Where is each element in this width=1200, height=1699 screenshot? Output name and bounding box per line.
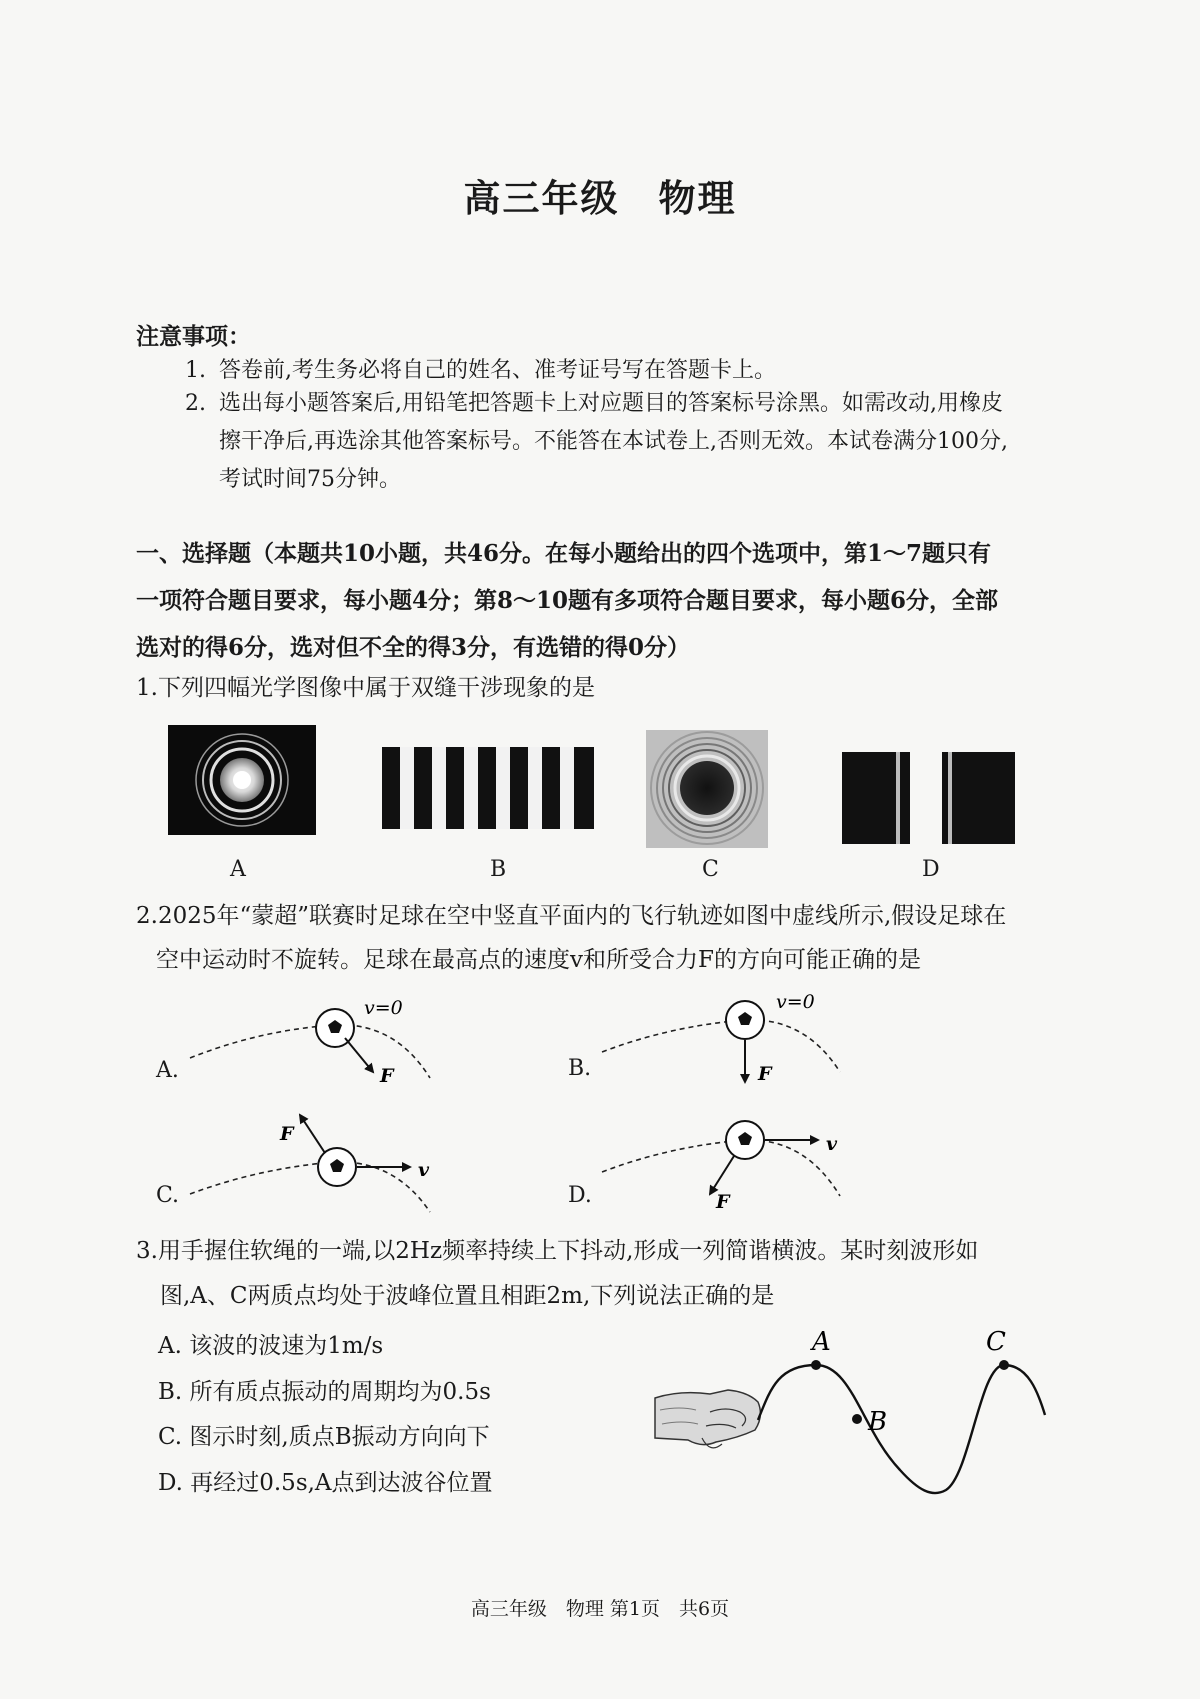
figure-d-label: D (922, 857, 940, 882)
hand-icon (655, 1390, 760, 1448)
question-3-stem-line: 3.用手握住软绳的一端,以2Hz频率持续上下抖动,形成一列简谐横波。某时刻波形如 (136, 1238, 979, 1264)
velocity-label: v (826, 1133, 838, 1155)
q2-option-a-figure (190, 997, 430, 1087)
question-2-stem-line: 空中运动时不旋转。足球在最高点的速度v和所受合力F的方向可能正确的是 (156, 947, 921, 973)
point-b-label: B (868, 1407, 888, 1437)
notice-heading: 注意事项： (136, 323, 251, 350)
notice-item-number: 1. (185, 358, 206, 383)
question-3-stem-line: 图,A、C两质点均处于波峰位置且相距2m,下列说法正确的是 (160, 1283, 775, 1309)
q3-option-b: B. 所有质点振动的周期均为0.5s (158, 1379, 491, 1405)
q3-option-d: D. 再经过0.5s,A点到达波谷位置 (158, 1470, 493, 1496)
force-label: F (758, 1063, 772, 1085)
velocity-zero-label: v=0 (776, 991, 815, 1013)
point-c-label: C (986, 1327, 1006, 1357)
page-footer: 高三年级 物理 第1页 共6页 (470, 1598, 730, 1620)
point-c-marker (999, 1360, 1009, 1370)
force-label: F (380, 1065, 394, 1087)
velocity-zero-label: v=0 (364, 997, 403, 1019)
velocity-label: v (418, 1159, 430, 1181)
figure-d-slits (842, 752, 1015, 844)
question-1-figures (0, 720, 1200, 880)
point-a-marker (811, 1360, 821, 1370)
q2-option-b-label: B. (568, 1056, 592, 1081)
section-line: 一项符合题目要求，每小题4分；第8～10题有多项符合题目要求，每小题6分，全部 (136, 587, 999, 614)
question-1-stem: 1.下列四幅光学图像中属于双缝干涉现象的是 (136, 675, 595, 701)
force-label: F (716, 1191, 730, 1213)
notice-item-line: 选出每小题答案后,用铅笔把答题卡上对应题目的答案标号涂黑。如需改动,用橡皮 (219, 391, 1003, 416)
q2-option-c-figure (190, 1115, 430, 1212)
notice-item-line: 答卷前,考生务必将自己的姓名、准考证号写在答题卡上。 (219, 358, 776, 383)
question-3-wave-figure (640, 1320, 1060, 1520)
q2-option-b-figure (602, 991, 840, 1085)
q2-option-c-label: C. (156, 1183, 180, 1208)
point-b-marker (852, 1414, 862, 1424)
figure-c-label: C (702, 857, 719, 882)
figure-b-stripes (382, 747, 594, 829)
page-title: 高三年级 物理 (463, 176, 737, 220)
figure-a-label: A (230, 857, 246, 882)
question-2-stem-line: 2.2025年“蒙超”联赛时足球在空中竖直平面内的飞行轨迹如图中虚线所示,假设足球在 (136, 903, 1007, 929)
notice-item-number: 2. (185, 391, 206, 416)
figure-c-newton-rings (646, 730, 768, 848)
force-label: F (280, 1123, 294, 1145)
wave-curve (758, 1365, 1045, 1493)
question-2-figures (0, 990, 1200, 1220)
point-a-label: A (812, 1327, 831, 1357)
section-line: 一、选择题（本题共10小题，共46分。在每小题给出的四个选项中，第1～7题只有 (136, 540, 992, 567)
notice-item-2 (185, 385, 1085, 499)
q2-option-a-label: A. (156, 1058, 179, 1083)
q3-option-a: A. 该波的波速为1m/s (158, 1333, 384, 1359)
q3-option-c: C. 图示时刻,质点B振动方向向下 (158, 1424, 490, 1450)
q2-option-d-label: D. (568, 1183, 592, 1208)
section-instructions (136, 530, 1066, 671)
figure-b-label: B (490, 857, 507, 882)
notice-item-line: 擦干净后,再选涂其他答案标号。不能答在本试卷上,否则无效。本试卷满分100分, (219, 429, 1008, 454)
section-line: 选对的得6分，选对但不全的得3分，有选错的得0分） (136, 634, 691, 661)
notice-item-line: 考试时间75分钟。 (219, 467, 401, 492)
figure-a-ring-pattern (168, 725, 316, 835)
q2-option-d-figure (602, 1121, 840, 1213)
